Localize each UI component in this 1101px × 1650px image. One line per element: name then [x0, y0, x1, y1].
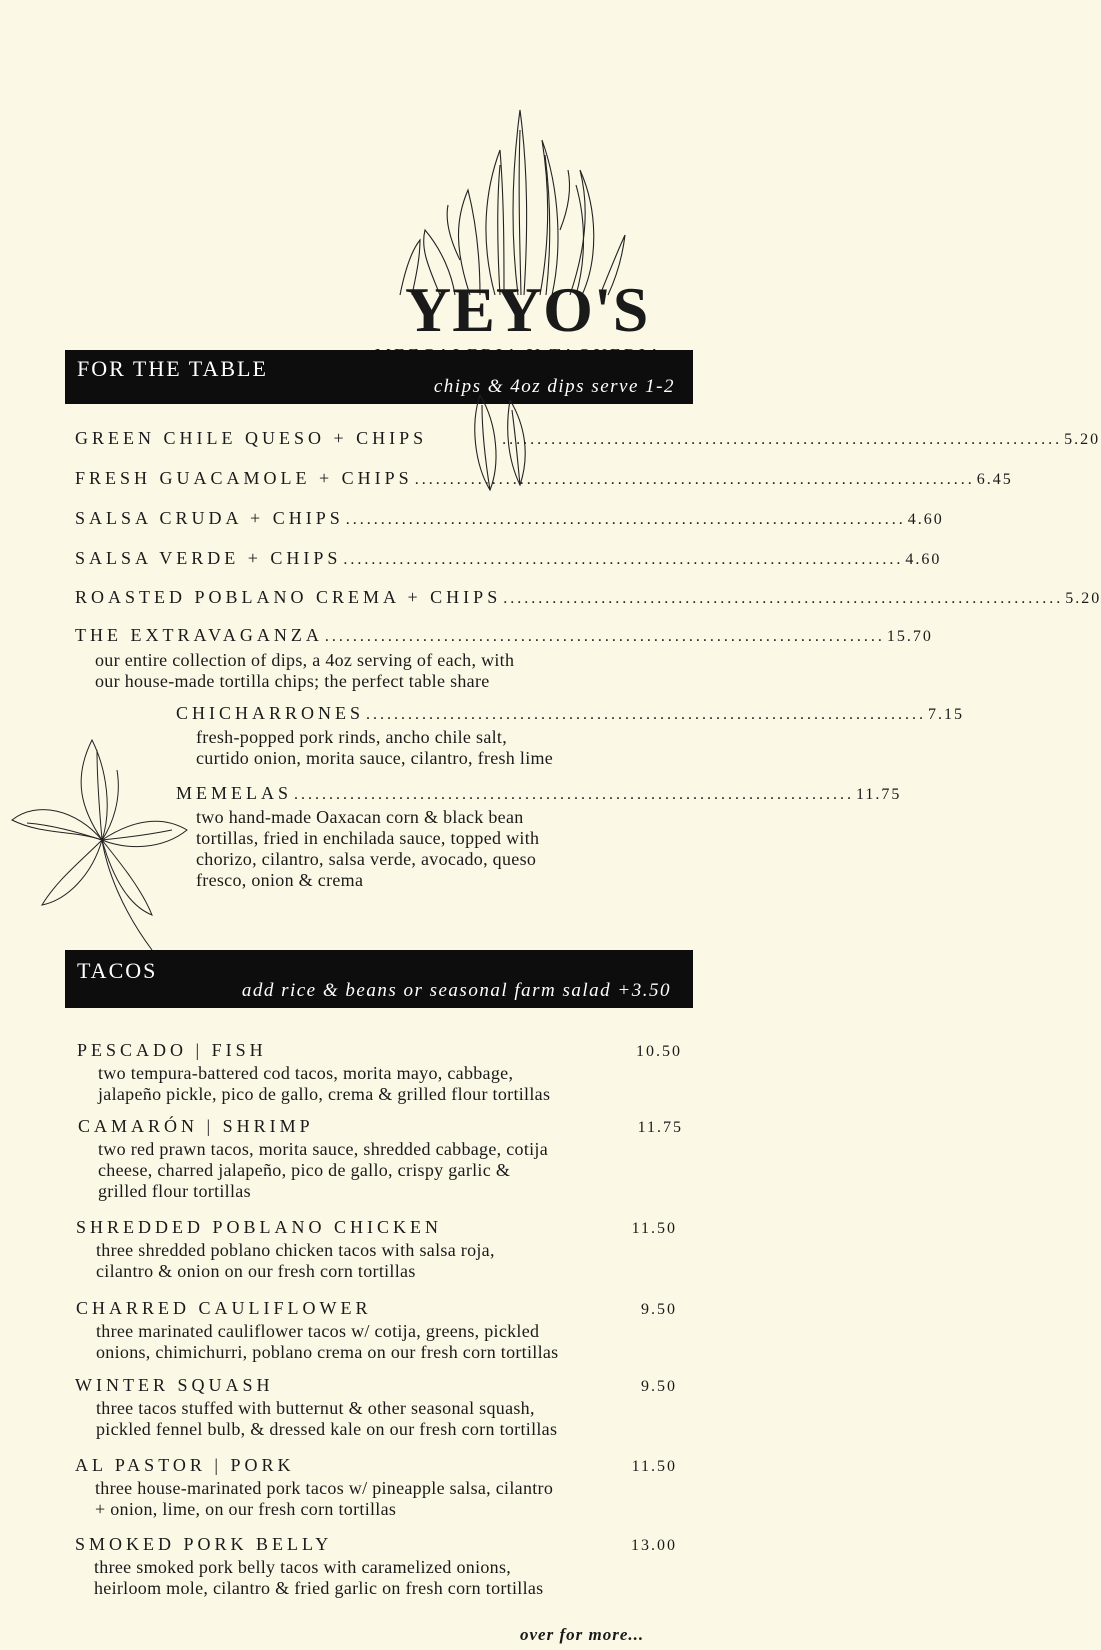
description-line: three smoked pork belly tacos with caramelized onions,	[94, 1557, 512, 1577]
item-price: 4.60	[907, 511, 944, 528]
item-description	[98, 1063, 550, 1105]
dot-leader: ................................................................................	[414, 471, 975, 488]
item-price: 10.50	[636, 1043, 682, 1060]
item-name: SHREDDED POBLANO CHICKEN	[76, 1217, 443, 1237]
menu-item	[76, 1298, 677, 1319]
description-line: two tempura-battered cod tacos, morita mayo, cabbage,	[98, 1063, 514, 1083]
item-price: 11.75	[856, 786, 902, 803]
item-price: 4.60	[905, 551, 942, 568]
description-line: two hand-made Oaxacan corn & black bean	[196, 807, 524, 827]
item-description	[94, 1557, 543, 1599]
item-name: SALSA VERDE + CHIPS	[75, 548, 342, 568]
description-line: three shredded poblano chicken tacos with salsa roja,	[96, 1240, 495, 1260]
dot-leader: ................................................................................	[343, 551, 904, 568]
item-price: 5.20	[1064, 431, 1101, 448]
item-description	[95, 650, 514, 692]
menu-item	[75, 1534, 677, 1555]
item-name: AL PASTOR | PORK	[75, 1455, 295, 1475]
description-line: cheese, charred jalapeño, pico de gallo, crispy garlic &	[98, 1160, 511, 1180]
dot-leader: ................................................................................	[294, 786, 855, 803]
item-name: WINTER SQUASH	[75, 1375, 274, 1395]
item-name: PESCADO | FISH	[77, 1040, 267, 1060]
section-note: chips & 4oz dips serve 1-2	[433, 376, 675, 397]
description-line: our house-made tortilla chips; the perfect table share	[95, 671, 490, 691]
item-name: SMOKED PORK BELLY	[75, 1534, 333, 1554]
menu-item	[76, 1217, 677, 1238]
item-name: CAMARÓN | SHRIMP	[78, 1116, 314, 1136]
item-name: THE EXTRAVAGANZA	[75, 625, 323, 645]
menu-item	[75, 428, 1101, 449]
agave-illustration	[400, 110, 630, 300]
item-description	[98, 1139, 548, 1202]
description-line: three house-marinated pork tacos w/ pineapple salsa, cilantro	[95, 1478, 554, 1498]
description-line: grilled flour tortillas	[98, 1181, 251, 1201]
item-name: ROASTED POBLANO CREMA + CHIPS	[75, 587, 502, 607]
item-name: MEMELAS	[176, 783, 293, 803]
description-line: cilantro & onion on our fresh corn tortillas	[96, 1261, 416, 1281]
item-price: 15.70	[886, 628, 933, 645]
menu-item	[75, 468, 1013, 489]
item-description	[96, 1321, 558, 1363]
flower-illustration	[12, 740, 187, 955]
menu-item	[176, 703, 965, 724]
item-price: 9.50	[641, 1378, 677, 1395]
menu-item	[75, 1375, 677, 1396]
dot-leader: ................................................................................	[503, 590, 1064, 607]
item-name: CHARRED CAULIFLOWER	[76, 1298, 372, 1318]
item-description	[96, 1240, 495, 1282]
item-description	[96, 1398, 557, 1440]
item-description	[196, 807, 539, 891]
dot-leader: ................................................................................	[366, 706, 927, 723]
item-price: 5.20	[1065, 590, 1101, 607]
description-line: jalapeño pickle, pico de gallo, crema & grilled flour tortillas	[98, 1084, 551, 1104]
dot-leader: ................................................................................	[345, 511, 906, 528]
item-name: GREEN CHILE QUESO + CHIPS	[75, 428, 428, 448]
description-line: our entire collection of dips, a 4oz serving of each, with	[95, 650, 515, 670]
menu-item	[75, 625, 933, 646]
section-title: FOR THE TABLE	[77, 356, 268, 381]
menu-item	[176, 783, 902, 804]
section-note: add rice & beans or seasonal farm salad +3.50	[241, 980, 671, 1001]
description-line: curtido onion, morita sauce, cilantro, fresh lime	[196, 748, 554, 768]
menu-item	[75, 508, 944, 529]
over-for-more-note: over for more...	[520, 1625, 645, 1644]
description-line: chorizo, cilantro, salsa verde, avocado, queso	[196, 849, 537, 869]
section-bar-for-the-table	[65, 350, 693, 404]
menu-item	[75, 548, 942, 569]
description-line: heirloom mole, cilantro & fried garlic on fresh corn tortillas	[94, 1578, 544, 1598]
dot-leader: ................................................................................	[324, 628, 885, 645]
description-line: three marinated cauliflower tacos w/ cotija, greens, pickled	[96, 1321, 540, 1341]
brand-name: YEYO'S	[405, 274, 650, 345]
menu-item	[78, 1116, 683, 1137]
item-price: 7.15	[928, 706, 965, 723]
item-name: SALSA CRUDA + CHIPS	[75, 508, 344, 528]
item-price: 11.50	[631, 1220, 677, 1237]
item-price: 6.45	[976, 471, 1013, 488]
item-price: 11.50	[631, 1458, 677, 1475]
description-line: onions, chimichurri, poblano crema on our fresh corn tortillas	[96, 1342, 559, 1362]
menu-item	[75, 587, 1101, 608]
description-line: pickled fennel bulb, & dressed kale on our fresh corn tortillas	[96, 1419, 558, 1439]
description-line: three tacos stuffed with butternut & other seasonal squash,	[96, 1398, 535, 1418]
section-title: TACOS	[77, 958, 158, 983]
item-price: 9.50	[641, 1301, 677, 1318]
item-name: FRESH GUACAMOLE + CHIPS	[75, 468, 413, 488]
item-price: 13.00	[631, 1537, 677, 1554]
menu-item	[77, 1040, 682, 1061]
menu-item	[75, 1455, 677, 1476]
description-line: tortillas, fried in enchilada sauce, topped with	[196, 828, 540, 848]
item-name: CHICHARRONES	[176, 703, 365, 723]
description-line: two red prawn tacos, morita sauce, shredded cabbage, cotija	[98, 1139, 549, 1159]
dot-leader: ................................................................................	[502, 431, 1063, 448]
description-line: + onion, lime, on our fresh corn tortillas	[95, 1499, 397, 1519]
section-bar-tacos	[65, 950, 693, 1008]
item-price: 11.75	[637, 1119, 683, 1136]
description-line: fresh-popped pork rinds, ancho chile salt,	[196, 727, 508, 747]
item-description	[95, 1478, 553, 1520]
item-description	[196, 727, 553, 769]
description-line: fresco, onion & crema	[196, 870, 364, 890]
